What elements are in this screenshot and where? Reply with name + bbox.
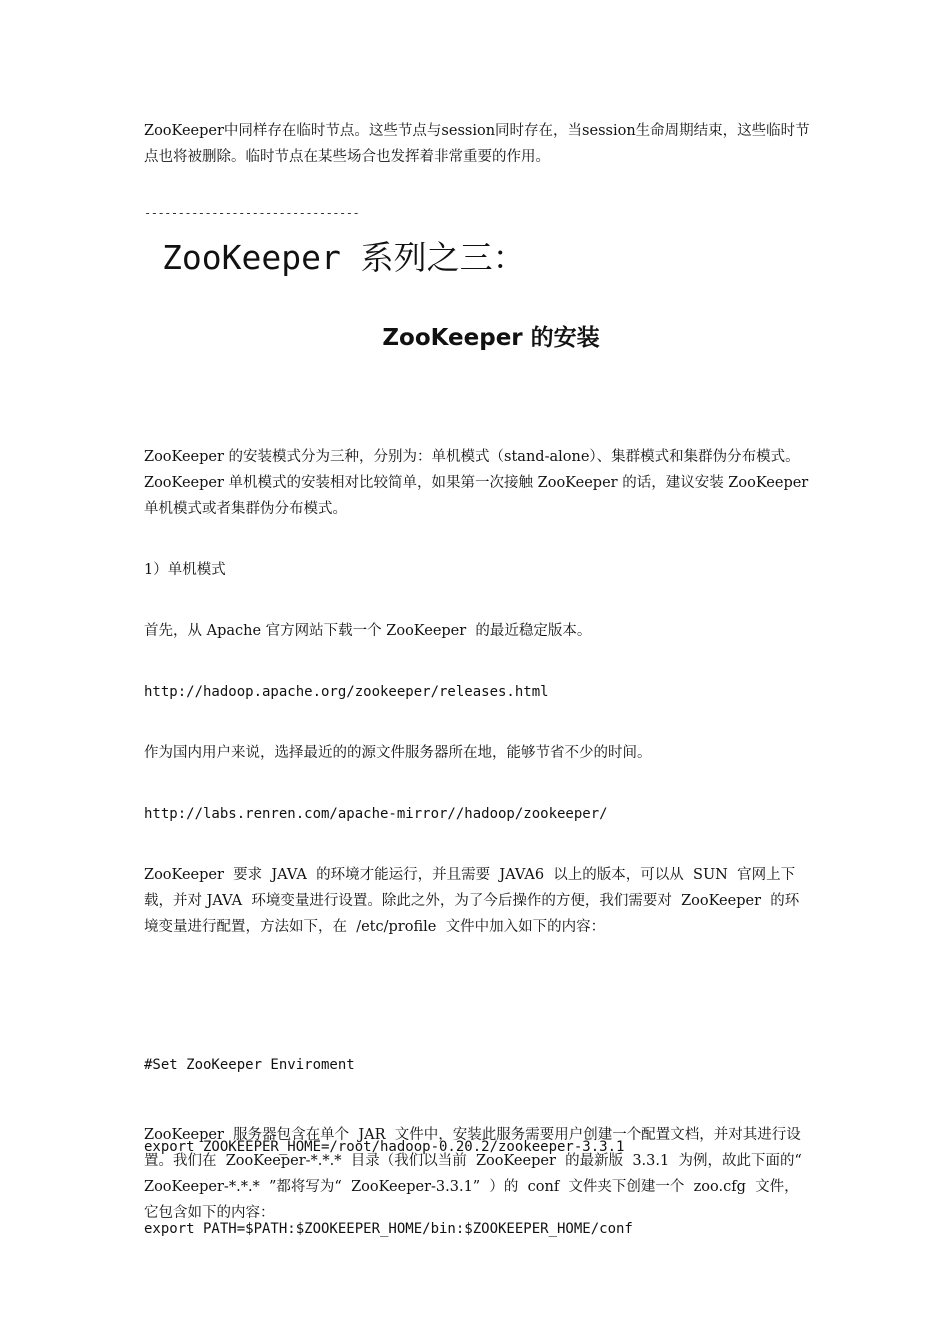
para-mirror: 作为国内用户来说，选择最近的的源文件服务器所在地，能够节省不少的时间。 (144, 745, 652, 761)
link-releases[interactable]: http://hadoop.apache.org/zookeeper/releases.html (144, 684, 549, 700)
para-config: ZooKeeper 服务器包含在单个 JAR 文件中，安装此服务需要用户创建一个配置文档，并对其进行设置。我们在 ZooKeeper-*.*.* 目录（我们以当前 ZooKeeper 的最新版 3.3.1 为例，故此下面的“ ZooKeeper-*.*.* ”都将写为“ ZooKeeper-3.3.1” ）的 conf 文件夹下创建一个 zoo.cfg 文件，它包含如下的内容： (144, 1127, 812, 1221)
section-heading-standalone: 1）单机模式 (144, 562, 226, 578)
para-download: 首先，从 Apache 官方网站下载一个 ZooKeeper 的最近稳定版本。 (144, 623, 592, 639)
para-install-modes: ZooKeeper 的安装模式分为三种，分别为：单机模式（stand-alone）、集群模式和集群伪分布模式。ZooKeeper 单机模式的安装相对比较简单，如果第一次接触 ZooKeeper 的话，建议安装 ZooKeeper 单机模式或者集群伪分布模式。 (144, 449, 813, 517)
intro-paragraph: ZooKeeper中同样存在临时节点。这些节点与session同时存在，当session生命周期结束，这些临时节点也将被删除。临时节点在某些场合也发挥着非常重要的作用。 (144, 123, 810, 165)
code-line: export PATH=$PATH:$ZOOKEEPER_HOME/bin:$ZOOKEEPER_HOME/conf (144, 1221, 633, 1237)
separator-line: -------------------------------- (144, 206, 360, 220)
link-mirror[interactable]: http://labs.renren.com/apache-mirror//hadoop/zookeeper/ (144, 806, 608, 822)
para-java-env: ZooKeeper 要求 JAVA 的环境才能运行，并且需要 JAVA6 以上的版本，可以从 SUN 官网上下载，并对 JAVA 环境变量进行设置。除此之外，为了今后操作的方便，我们需要对 ZooKeeper 的环境变量进行配置，方法如下，在 /etc/profile 文件中加入如下的内容： (144, 867, 800, 935)
series-title: ZooKeeper 系列之三： (162, 238, 526, 277)
article-title: ZooKeeper 的安装 (382, 325, 600, 351)
code-line: export ZOOKEEPER_HOME=/root/hadoop-0.20.2/zookeeper-3.3.1 (144, 1139, 625, 1155)
code-line: #Set ZooKeeper Enviroment (144, 1057, 355, 1073)
